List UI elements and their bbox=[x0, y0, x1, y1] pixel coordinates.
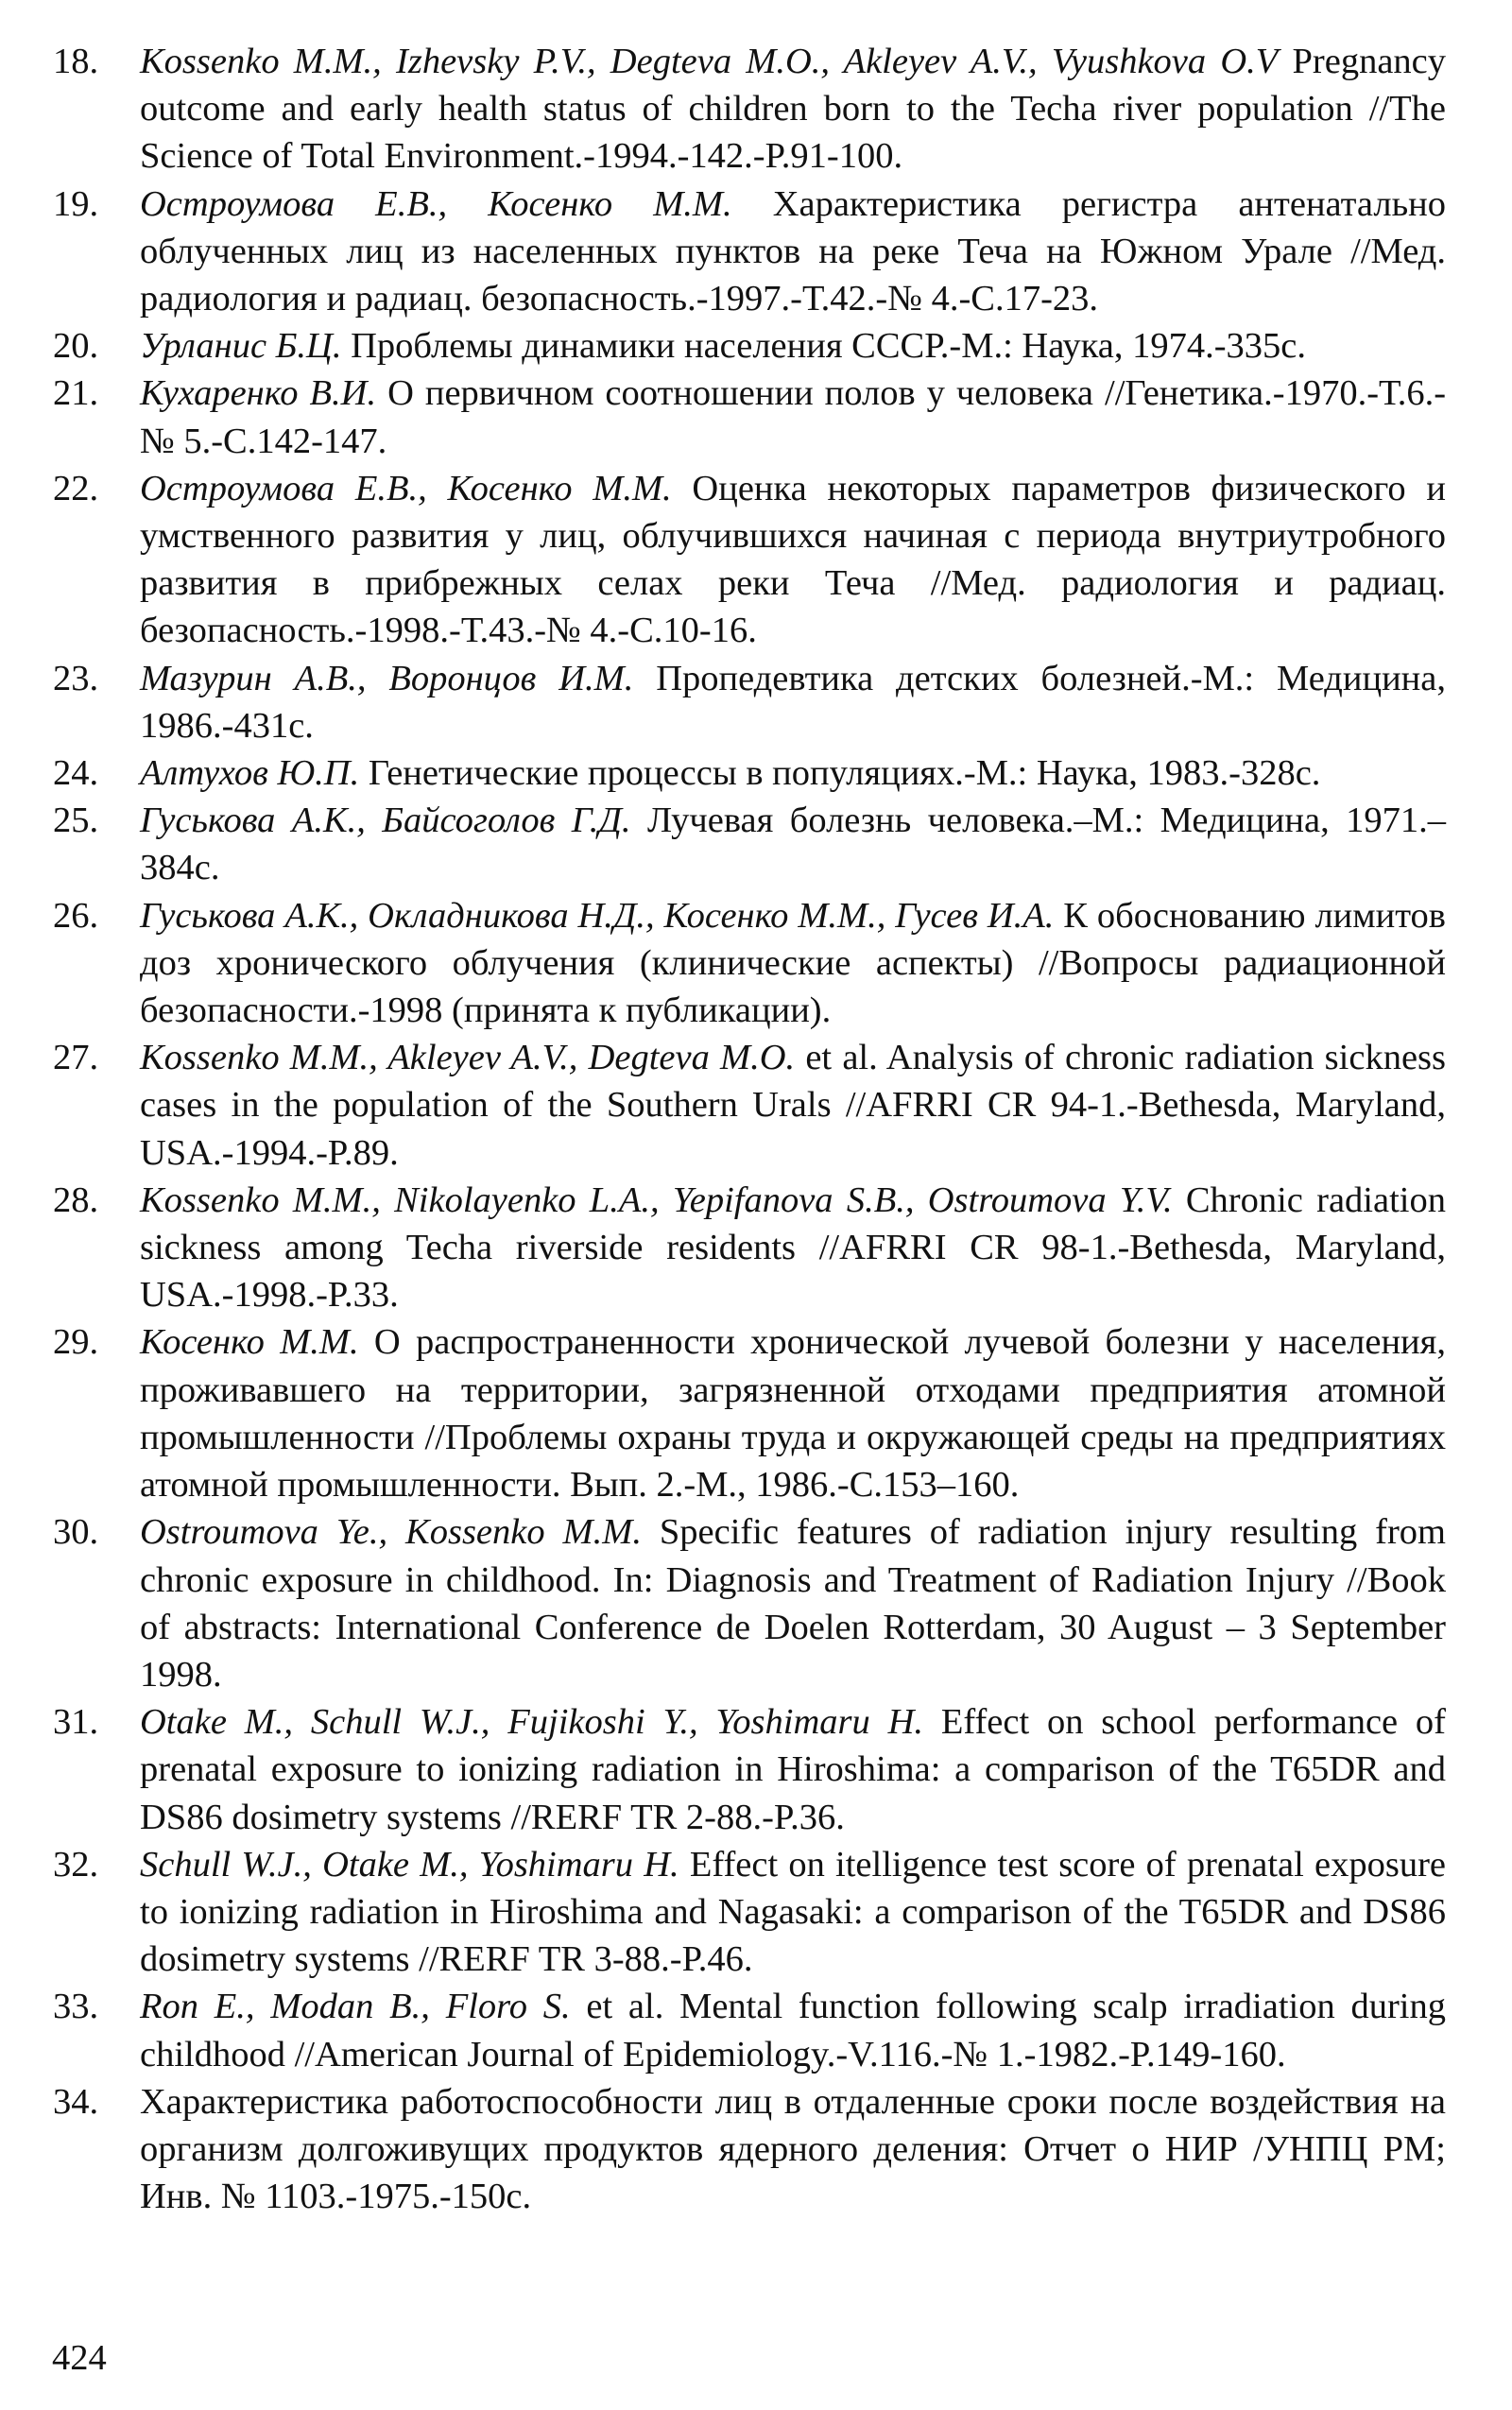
reference-authors: Kossenko M.M., Nikolayenko L.A., Yepifanova S.B., Ostroumova Y.V. bbox=[140, 1179, 1173, 1220]
reference-number: 23. bbox=[53, 658, 99, 698]
reference-text: Характеристика регистра антенатально облученных лиц из населенных пунктов на реке Теча на Южном Урале //Мед. радиология и радиац. безопасность.-1997.-Т.42.-№ 4.-С.17-23. bbox=[140, 183, 1446, 319]
reference-number: 30. bbox=[53, 1512, 99, 1553]
reference-item bbox=[49, 892, 1446, 1035]
reference-authors: Косенко М.М. bbox=[140, 1322, 359, 1363]
reference-authors: Гуськова А.К., Окладникова Н.Д., Косенко М.М., Гусев И.А. bbox=[140, 895, 1055, 936]
reference-number: 34. bbox=[53, 2081, 99, 2122]
reference-authors: Гуськова А.К., Байсоголов Г.Д. bbox=[140, 800, 631, 841]
reference-number: 32. bbox=[53, 1844, 99, 1885]
reference-text: Effect on school performance of prenatal exposure to ionizing radiation in Hiroshima: a comparison of the T65DR and DS86 dosimetry systems //RERF TR 2-88.-P.36. bbox=[140, 1702, 1446, 1837]
reference-text: Pregnancy outcome and early health status of children born to the Techa river population //The Science of Total Environment.-1994.-142.-P.91-100. bbox=[140, 42, 1446, 177]
reference-text: Генетические процессы в популяциях.-М.: Наука, 1983.-328с. bbox=[359, 753, 1321, 794]
reference-number: 22. bbox=[53, 468, 99, 508]
reference-number: 26. bbox=[53, 895, 99, 936]
reference-authors: Урланис Б.Ц. bbox=[140, 326, 342, 367]
reference-item bbox=[49, 1177, 1446, 1319]
reference-number: 25. bbox=[53, 800, 99, 841]
reference-authors: Ostroumova Ye., Kossenko M.M. bbox=[140, 1512, 642, 1553]
reference-text: Оценка некоторых параметров физического и умственного развития у лиц, облучившихся начиная с периода внутриутробного развития в прибрежных селах реки Теча //Мед. радиология и радиац. безопасность.-1998.-Т.43.-№ 4.-С.10-16. bbox=[140, 468, 1446, 651]
reference-item bbox=[49, 2078, 1446, 2221]
reference-item bbox=[49, 749, 1446, 797]
reference-text: Chronic radiation sickness among Techa riverside residents //AFRRI CR 98-1.-Bethesda, Maryland, USA.-1998.-P.33. bbox=[140, 1179, 1446, 1316]
reference-item bbox=[49, 1034, 1446, 1177]
reference-number: 18. bbox=[53, 42, 99, 81]
reference-text: Пропедевтика детских болезней.-М.: Медицина, 1986.-431с. bbox=[140, 658, 1446, 746]
reference-item bbox=[49, 465, 1446, 655]
reference-authors: Kossenko M.M., Akleyev A.V., Degteva M.O. bbox=[140, 1038, 796, 1078]
reference-authors: Мазурин А.В., Воронцов И.М. bbox=[140, 658, 634, 698]
reference-authors: Остроумова Е.В., Косенко М.М. bbox=[140, 183, 732, 224]
reference-item bbox=[49, 38, 1446, 181]
reference-text: Характеристика работоспособности лиц в отдаленные сроки после воздействия на организм долгоживущих продуктов ядерного деления: Отчет о НИР /УНПЦ РМ; Инв. № 1103.-1975.-150с. bbox=[140, 2081, 1446, 2217]
reference-text: К обоснованию лимитов доз хронического облучения (клинические аспекты) //Вопросы радиационной безопасности.-1998 (принята к публикации). bbox=[140, 895, 1446, 1031]
reference-text: Effect on itelligence test score of prenatal exposure to ionizing radiation in Hiroshima and Nagasaki: a comparison of the T65DR and DS86 dosimetry systems //RERF TR 3-88.-P.46. bbox=[140, 1844, 1446, 1980]
reference-item bbox=[49, 1698, 1446, 1841]
reference-authors: Алтухов Ю.П. bbox=[140, 753, 360, 794]
reference-number: 28. bbox=[53, 1179, 99, 1220]
reference-item bbox=[49, 797, 1446, 891]
reference-number: 33. bbox=[53, 1987, 99, 2027]
reference-text: Specific features of radiation injury resulting from chronic exposure in childhood. In: Diagnosis and Treatment of Radiation Injury //Book of abstracts: International Conference de Doelen Rotterdam, 30 August – 3 September 1998. bbox=[140, 1512, 1446, 1695]
reference-authors: Ron E., Modan B., Floro S. bbox=[140, 1987, 571, 2027]
reference-item bbox=[49, 1983, 1446, 2077]
page-number: 424 bbox=[52, 2338, 107, 2378]
reference-item bbox=[49, 655, 1446, 749]
reference-number: 21. bbox=[53, 373, 99, 414]
reference-item bbox=[49, 1318, 1446, 1508]
reference-authors: Остроумова Е.В., Косенко М.М. bbox=[140, 468, 672, 508]
reference-list bbox=[49, 38, 1446, 2220]
reference-item bbox=[49, 322, 1446, 370]
reference-authors: Schull W.J., Otake M., Yoshimaru H. bbox=[140, 1844, 679, 1885]
reference-authors: Kossenko M.M., Izhevsky P.V., Degteva M.O., Akleyev A.V., Vyushkova O.V bbox=[140, 42, 1279, 81]
reference-authors: Otake M., Schull W.J., Fujikoshi Y., Yoshimaru H. bbox=[140, 1702, 923, 1743]
reference-number: 19. bbox=[53, 183, 99, 224]
reference-text: О распространенности хронической лучевой болезни у населения, проживавшего на территории, загрязненной отходами предприятия атомной промышленности //Проблемы охраны труда и окружающей среды на предприятиях атомной промышленности. Вып. 2.-М., 1986.-С.153–160. bbox=[140, 1322, 1446, 1506]
reference-item bbox=[49, 1508, 1446, 1698]
reference-text: О первичном соотношении полов у человека //Генетика.-1970.-Т.6.-№ 5.-С.142-147. bbox=[140, 373, 1447, 461]
reference-number: 31. bbox=[53, 1702, 99, 1743]
reference-authors: Кухаренко В.И. bbox=[140, 373, 377, 414]
reference-text: et al. Analysis of chronic radiation sickness cases in the population of the Southern Urals //AFRRI CR 94-1.-Bethesda, Maryland, USA.-1994.-P.89. bbox=[140, 1038, 1446, 1173]
reference-text: Проблемы динамики населения СССР.-М.: Наука, 1974.-335с. bbox=[341, 326, 1306, 367]
reference-number: 20. bbox=[53, 326, 99, 367]
reference-number: 24. bbox=[53, 753, 99, 794]
reference-text: et al. Mental function following scalp irradiation during childhood //American Journal of Epidemiology.-V.116.-№ 1.-1982.-P.149-160. bbox=[140, 1987, 1446, 2074]
reference-number: 29. bbox=[53, 1322, 99, 1363]
reference-number: 27. bbox=[53, 1038, 99, 1078]
reference-item bbox=[49, 1841, 1446, 1984]
reference-item bbox=[49, 181, 1446, 323]
reference-item bbox=[49, 370, 1446, 464]
reference-text: Лучевая болезнь человека.–М.: Медицина, 1971.–384с. bbox=[140, 800, 1446, 888]
